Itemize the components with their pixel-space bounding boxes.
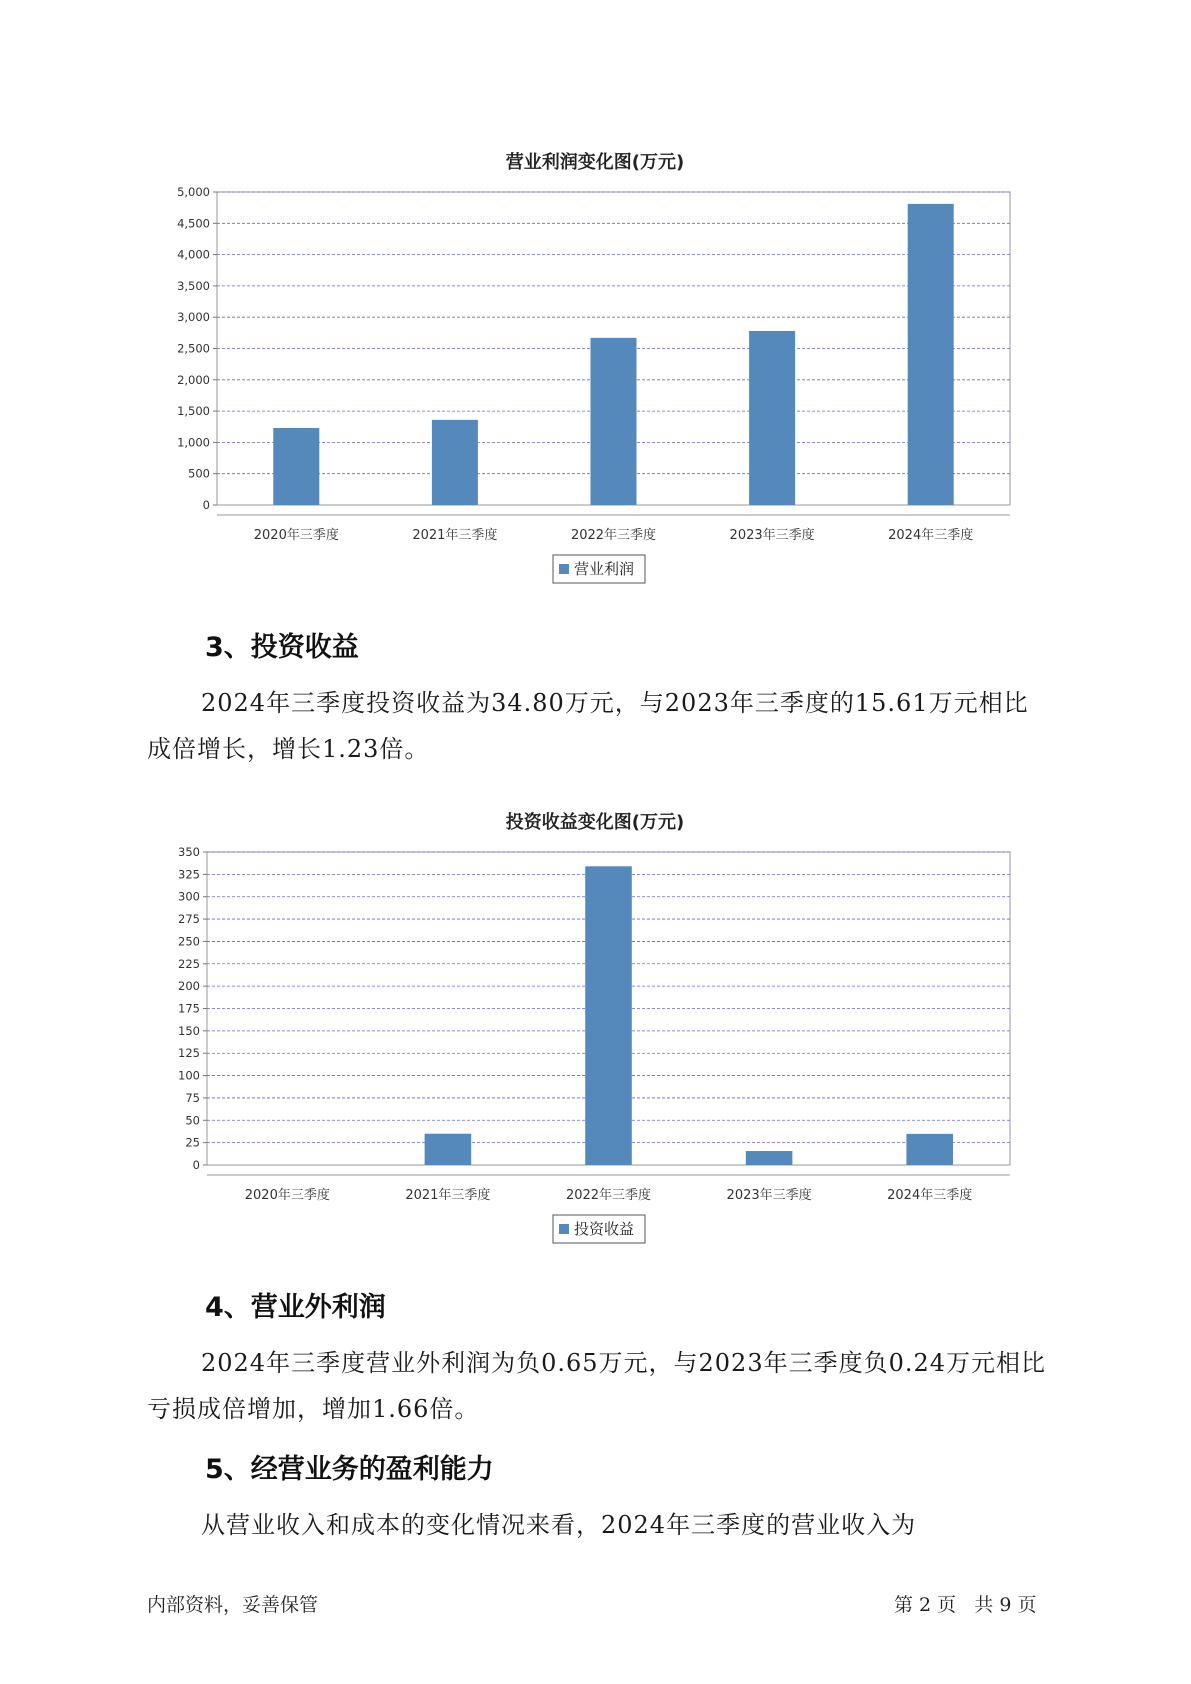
bar [425,1134,472,1165]
operating-profit-chart [0,140,1191,600]
legend-label: 营业利润 [574,560,635,578]
legend-swatch [559,1224,569,1234]
y-tick-label: 325 [178,867,200,882]
x-tick-label: 2021年三季度 [412,528,498,543]
section-3-text: 2024年三季度投资收益为34.80万元，与2023年三季度的15.61万元相比成倍增长，增长1.23倍。 [147,689,1029,763]
y-tick-label: 250 [178,934,200,949]
bar [749,331,795,505]
bar [746,1151,793,1165]
y-tick-label: 1,500 [177,404,210,419]
y-tick-label: 500 [188,466,210,481]
y-tick-label: 3,000 [177,310,210,325]
footer-page-number: 第 2 页 共 9 页 [894,1594,1037,1616]
x-tick-label: 2020年三季度 [253,528,339,543]
y-tick-label: 350 [178,845,200,859]
x-tick-label: 2024年三季度 [888,528,974,543]
x-tick-label: 2023年三季度 [726,1188,812,1203]
y-tick-label: 2,000 [177,372,210,387]
legend-label: 投资收益 [574,1220,635,1238]
y-tick-label: 4,500 [177,216,210,231]
section-4-heading: 4、营业外利润 [205,1292,386,1323]
legend-swatch [559,564,569,574]
x-tick-label: 2021年三季度 [405,1188,491,1203]
y-tick-label: 200 [178,979,200,994]
bar [591,338,637,505]
y-tick-label: 2,500 [177,341,210,356]
y-tick-label: 5,000 [177,185,210,199]
operating-profit-chart-svg [0,140,1191,600]
y-tick-label: 100 [178,1068,200,1083]
bar [906,1134,953,1165]
footer-left: 内部资料，妥善保管 [147,1594,319,1616]
y-tick-label: 75 [185,1090,200,1105]
bar [273,428,319,505]
y-tick-label: 300 [178,889,200,904]
y-tick-label: 175 [178,1001,200,1016]
y-tick-label: 50 [185,1113,200,1128]
section-5-text: 从营业收入和成本的变化情况来看，2024年三季度的营业收入为 [201,1511,917,1539]
bar [585,866,632,1165]
y-tick-label: 225 [178,956,200,971]
bar [432,420,478,505]
section-4-text: 2024年三季度营业外利润为负0.65万元，与2023年三季度负0.24万元相比亏损成倍增加，增加1.66倍。 [147,1349,1047,1423]
y-tick-label: 0 [202,498,210,512]
investment-income-chart [0,800,1191,1260]
y-tick-label: 4,000 [177,247,210,262]
y-tick-label: 275 [178,912,200,927]
x-tick-label: 2023年三季度 [729,528,815,543]
investment-income-chart-svg [0,800,1191,1260]
x-tick-label: 2020年三季度 [244,1188,330,1203]
y-tick-label: 3,500 [177,278,210,293]
x-tick-label: 2022年三季度 [570,528,657,543]
section-3-heading: 3、投资收益 [205,632,359,663]
chart-title: 投资收益变化图(万元) [505,812,685,833]
x-tick-label: 2024年三季度 [887,1188,973,1203]
bar [908,204,954,505]
y-tick-label: 125 [178,1046,200,1061]
y-tick-label: 25 [185,1135,200,1150]
y-tick-label: 1,000 [177,435,210,450]
y-tick-label: 150 [178,1023,200,1038]
x-tick-label: 2022年三季度 [565,1188,652,1203]
y-tick-label: 0 [192,1158,200,1172]
section-5-heading: 5、经营业务的盈利能力 [205,1454,494,1485]
chart-title: 营业利润变化图(万元) [505,152,685,173]
